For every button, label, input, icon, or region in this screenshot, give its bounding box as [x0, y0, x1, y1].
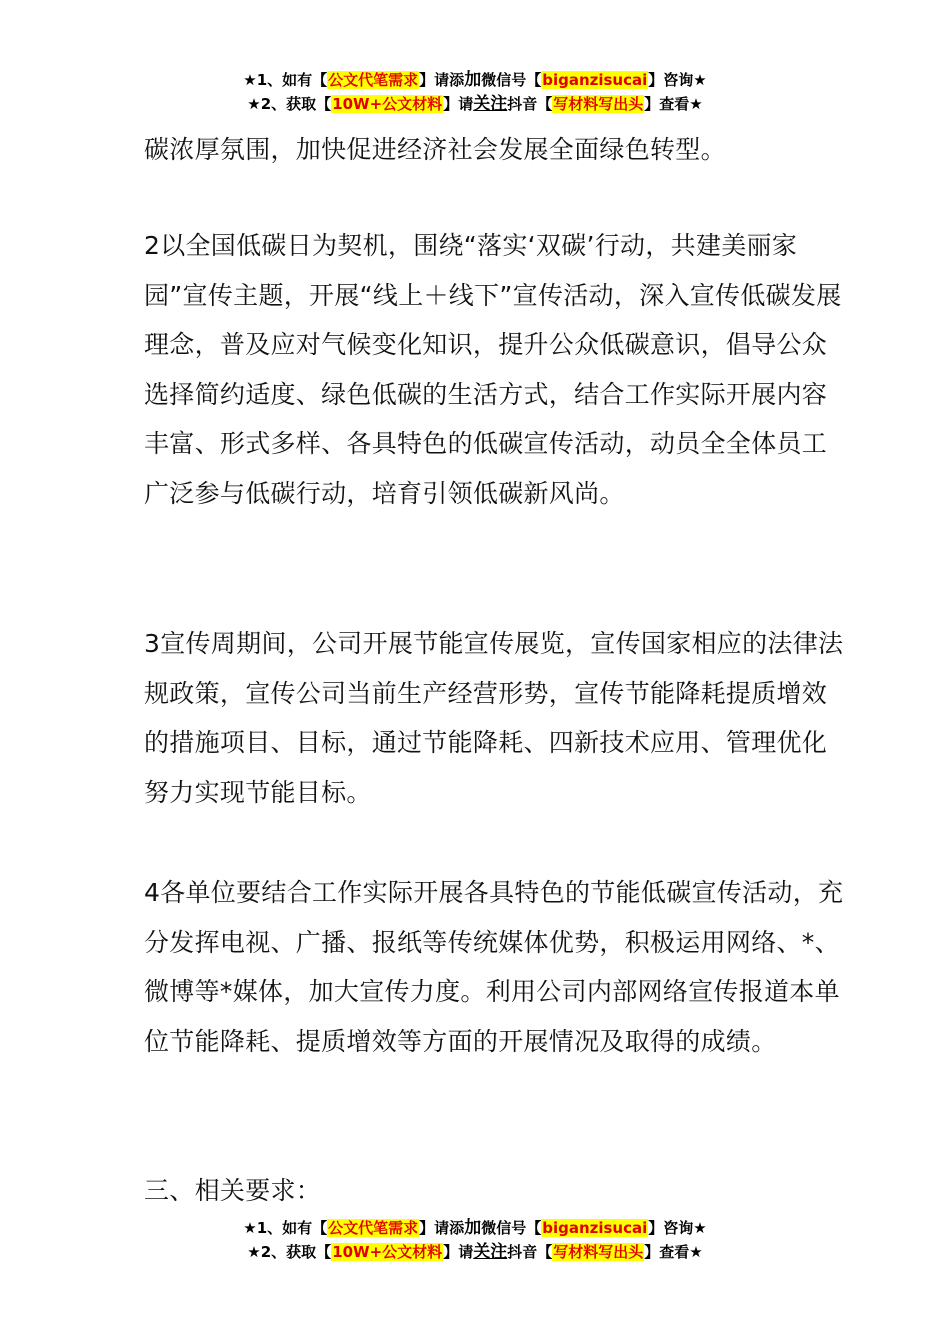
promo-wechat-id: biganzisucai: [542, 71, 648, 89]
paragraph-item-3: 3宣传周期间，公司开展节能宣传展览，宣传国家相应的法律法规政策，宣传公司当前生产经营形势，宣传节能降耗提质增效的措施项目、目标，通过节能降耗、四新技术应用、管理优化努力实现节能目标。: [144, 629, 844, 807]
footer-promo-banner: [0, 1216, 950, 1264]
promo-highlight: 10W+公文材料: [332, 95, 443, 113]
promo-highlight: 10W+公文材料: [332, 1243, 443, 1261]
promo-douyin-id: 写材料写出头: [553, 1243, 644, 1261]
paragraph-item-2: 2以全国低碳日为契机，围绕“落实‘双碳’行动，共建美丽家园”宣传主题，开展“线上＋线下”宣传活动，深入宣传低碳发展理念，普及应对气候变化知识，提升公众低碳意识，倡导公众选择简约适度、绿色低碳的生活方式，结合工作实际开展内容丰富、形式多样、各具特色的低碳宣传活动，动员全全体员工广泛参与低碳行动，培育引领低碳新风尚。: [144, 231, 842, 508]
promo-wechat-id: biganzisucai: [542, 1219, 648, 1237]
promo-highlight: 公文代笔需求: [328, 1219, 419, 1237]
promo-line-1: ★1、如有【公文代笔需求】请添加微信号【biganzisucai】咨询★: [243, 1218, 707, 1238]
promo-line-2: ★2、获取【10W+公文材料】请关注抖音【写材料写出头】查看★: [247, 94, 703, 114]
promo-douyin-id: 写材料写出头: [553, 95, 644, 113]
promo-highlight: 公文代笔需求: [328, 71, 419, 89]
paragraph-item-4: 4各单位要结合工作实际开展各具特色的节能低碳宣传活动，充分发挥电视、广播、报纸等传统媒体优势，积极运用网络、*、微博等*媒体，加大宣传力度。利用公司内部网络宣传报道本单位节能降耗、提质增效等方面的开展情况及取得的成绩。: [144, 878, 844, 1056]
header-promo-banner: [0, 68, 950, 116]
section-heading-requirements: 三、相关要求：: [144, 1176, 322, 1205]
promo-line-2: ★2、获取【10W+公文材料】请关注抖音【写材料写出头】查看★: [247, 1242, 703, 1262]
paragraph-continuation: 碳浓厚氛围，加快促进经济社会发展全面绿色转型。: [144, 135, 726, 164]
promo-line-1: ★1、如有【公文代笔需求】请添加微信号【biganzisucai】咨询★: [243, 70, 707, 90]
